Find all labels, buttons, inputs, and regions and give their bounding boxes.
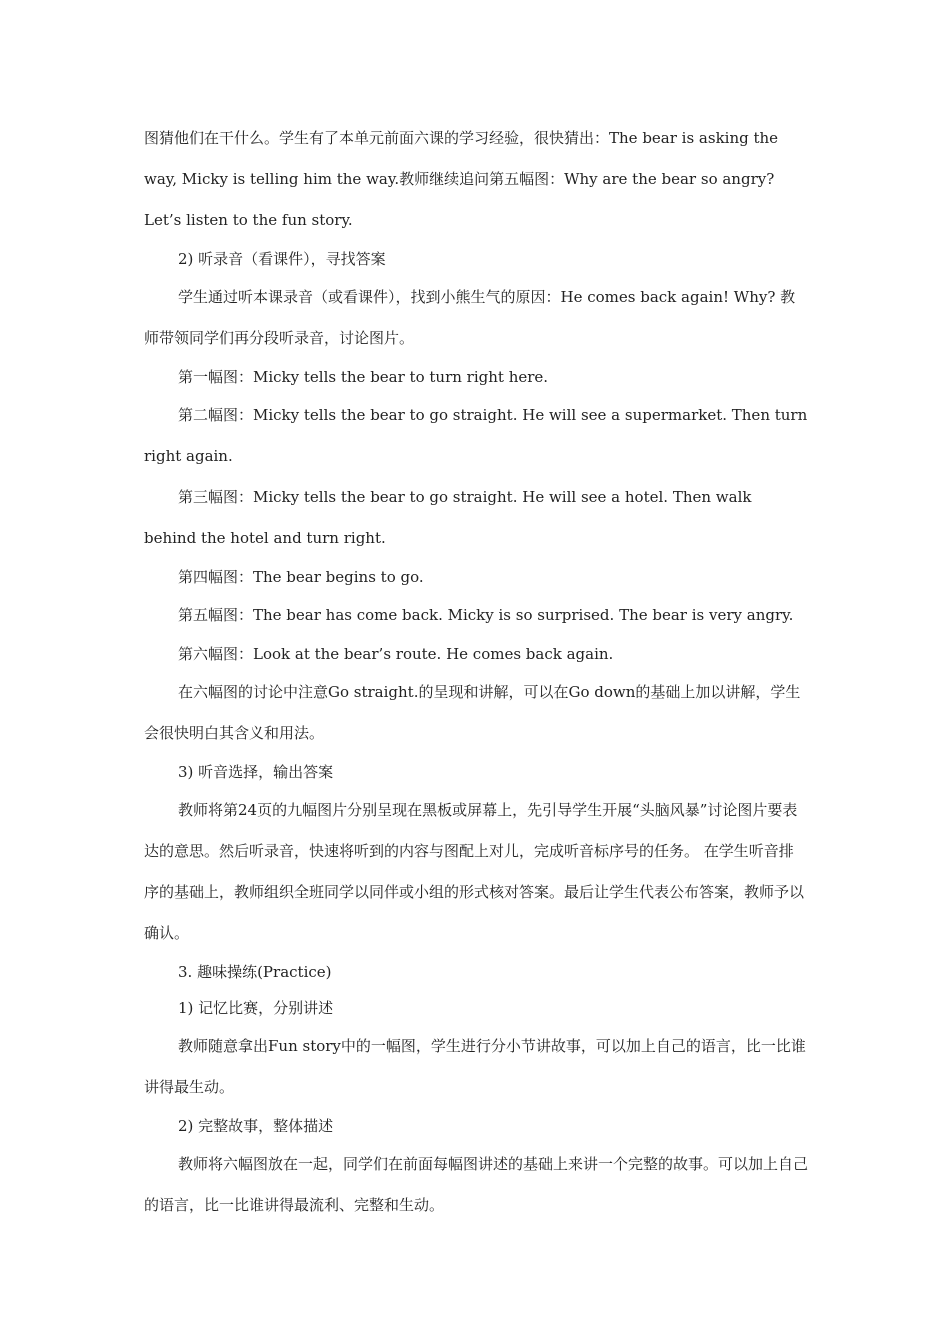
picture-1-text: 第一幅图：Micky tells the bear to turn right here. bbox=[178, 368, 549, 386]
paragraph-listen-answer: 学生通过听本课录音（或看课件），找到小熊生气的原因：He comes back again! Why? 教师带领同学们再分段听录音，讨论图片。 bbox=[144, 288, 796, 347]
paragraph-memory-contest: 教师随意拿出Fun story中的一幅图，学生进行分小节讲故事，可以加上自己的语言，比一比谁讲得最生动。 bbox=[144, 1037, 806, 1096]
paragraph-full-story: 教师将六幅图放在一起，同学们在前面每幅图讲述的基础上来讲一个完整的故事。可以加上自己的语言，比一比谁讲得最流利、完整和生动。 bbox=[144, 1155, 809, 1214]
paragraph-guess-intro: 图猜他们在干什么。学生有了本单元前面六课的学习经验，很快猜出：The bear is asking the way, Micky is telling him the way.教师继续追问第五幅图：Why are the bear so angry? Let’s listen to the fun story. bbox=[144, 129, 779, 229]
picture-2-text: 第二幅图：Micky tells the bear to go straight. He will see a supermarket. Then turn right again. bbox=[144, 406, 808, 465]
step-2-heading: 2) 听录音（看课件），寻找答案 bbox=[178, 250, 386, 268]
practice-2-heading: 2) 完整故事，整体描述 bbox=[178, 1117, 334, 1135]
picture-6-text: 第六幅图：Look at the bear’s route. He comes back again. bbox=[178, 645, 614, 663]
practice-1-heading: 1) 记忆比赛，分别讲述 bbox=[178, 999, 334, 1017]
paragraph-brainstorm: 教师将第24页的九幅图片分别呈现在黑板或屏幕上，先引导学生开展“头脑风暴”讨论图片要表达的意思。然后听录音，快速将听到的内容与图配上对儿，完成听音标序号的任务。 在学生听音排序的基础上，教师组织全班同学以同伴或小组的形式核对答案。最后让学生代表公布答案，教师予以确认。 bbox=[144, 801, 805, 942]
picture-5-text: 第五幅图：The bear has come back. Micky is so surprised. The bear is very angry. bbox=[178, 606, 794, 624]
document-body bbox=[144, 118, 808, 1226]
step-3-heading: 3) 听音选择，输出答案 bbox=[178, 763, 334, 781]
picture-4-text: 第四幅图：The bear begins to go. bbox=[178, 568, 424, 586]
section-practice-heading: 3. 趣味操练(Practice) bbox=[178, 963, 332, 981]
paragraph-go-straight-note: 在六幅图的讨论中注意Go straight.的呈现和讲解，可以在Go down的基础上加以讲解，学生会很快明白其含义和用法。 bbox=[144, 683, 801, 742]
picture-3-text: 第三幅图：Micky tells the bear to go straight. He will see a hotel. Then walk behind the hotel and turn right. bbox=[144, 488, 752, 547]
